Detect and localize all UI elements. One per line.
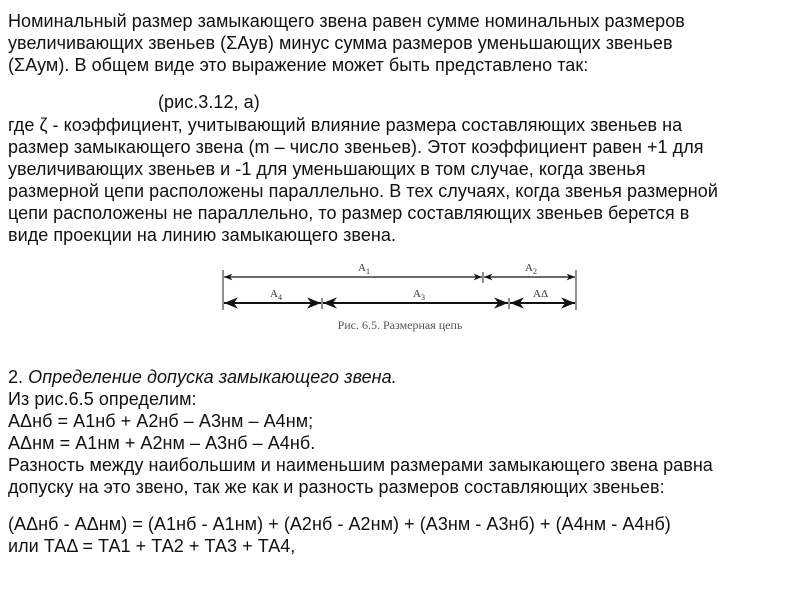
- label-a1: $A_1$: [358, 262, 370, 277]
- section2-line-5: допуску на это звено, так же как и разность размеров составляющих звеньев:: [8, 477, 665, 497]
- section2-line-1: Из рис.6.5 определим:: [8, 389, 197, 409]
- formula-max: АΔнб = А1нб + А2нб – А3нм – А4нм;: [8, 411, 314, 431]
- formula-min: АΔнм = А1нм + А2нм – А3нб – А4нб.: [8, 433, 316, 453]
- paragraph2-line-6: виде проекции на линию замыкающего звена.: [8, 225, 396, 245]
- figure-caption: Рис. 6.5. Размерная цепь: [337, 318, 463, 332]
- formula-tolerance: или ТАΔ = ТА1 + ТА2 + ТА3 + ТА4,: [8, 536, 296, 556]
- paragraph2-line-2: размер замыкающего звена (m – число звеньев). Этот коэффициент равен +1 для: [8, 137, 704, 157]
- section2-line-4: Разность между наибольшим и наименьшим размерами замыкающего звена равна: [8, 455, 713, 475]
- paragraph2-line-4: размерной цепи расположены параллельно. В тех случаях, когда звенья размерной: [8, 181, 718, 201]
- label-a4: $A_4$: [270, 288, 282, 303]
- paragraph1-line-3: (ΣАум). В общем виде это выражение может быть представлено так:: [8, 55, 589, 75]
- paragraph1-line-1: Номинальный размер замыкающего звена равен сумме номинальных размеров: [8, 11, 685, 31]
- formula-reference: (рис.3.12, а): [158, 92, 260, 112]
- formula-difference: (АΔнб - АΔнм) = (А1нб - А1нм) + (А2нб - А2нм) + (А3нм - А3нб) + (А4нм - А4нб): [8, 514, 671, 534]
- section2-heading: [8, 366, 397, 388]
- paragraph2-line-5: цепи расположены не параллельно, то размер составляющих звеньев берется в: [8, 203, 690, 223]
- paragraph2-line-3: увеличивающих звеньев и -1 для уменьшающих в том случае, когда звенья: [8, 159, 646, 179]
- label-a3: $A_3$: [413, 288, 425, 303]
- paragraph2-line-1: где ζ - коэффициент, учитывающий влияние размера составляющих звеньев на: [8, 115, 683, 135]
- label-a-delta: AΔ: [533, 288, 549, 300]
- section2-title: Определение допуска замыкающего звена.: [28, 367, 397, 387]
- section2-number: 2.: [8, 367, 29, 387]
- label-a2: $A_2$: [525, 262, 537, 277]
- paragraph1-line-2: увеличивающих звеньев (ΣАув) минус сумма размеров уменьшающих звеньев: [8, 33, 673, 53]
